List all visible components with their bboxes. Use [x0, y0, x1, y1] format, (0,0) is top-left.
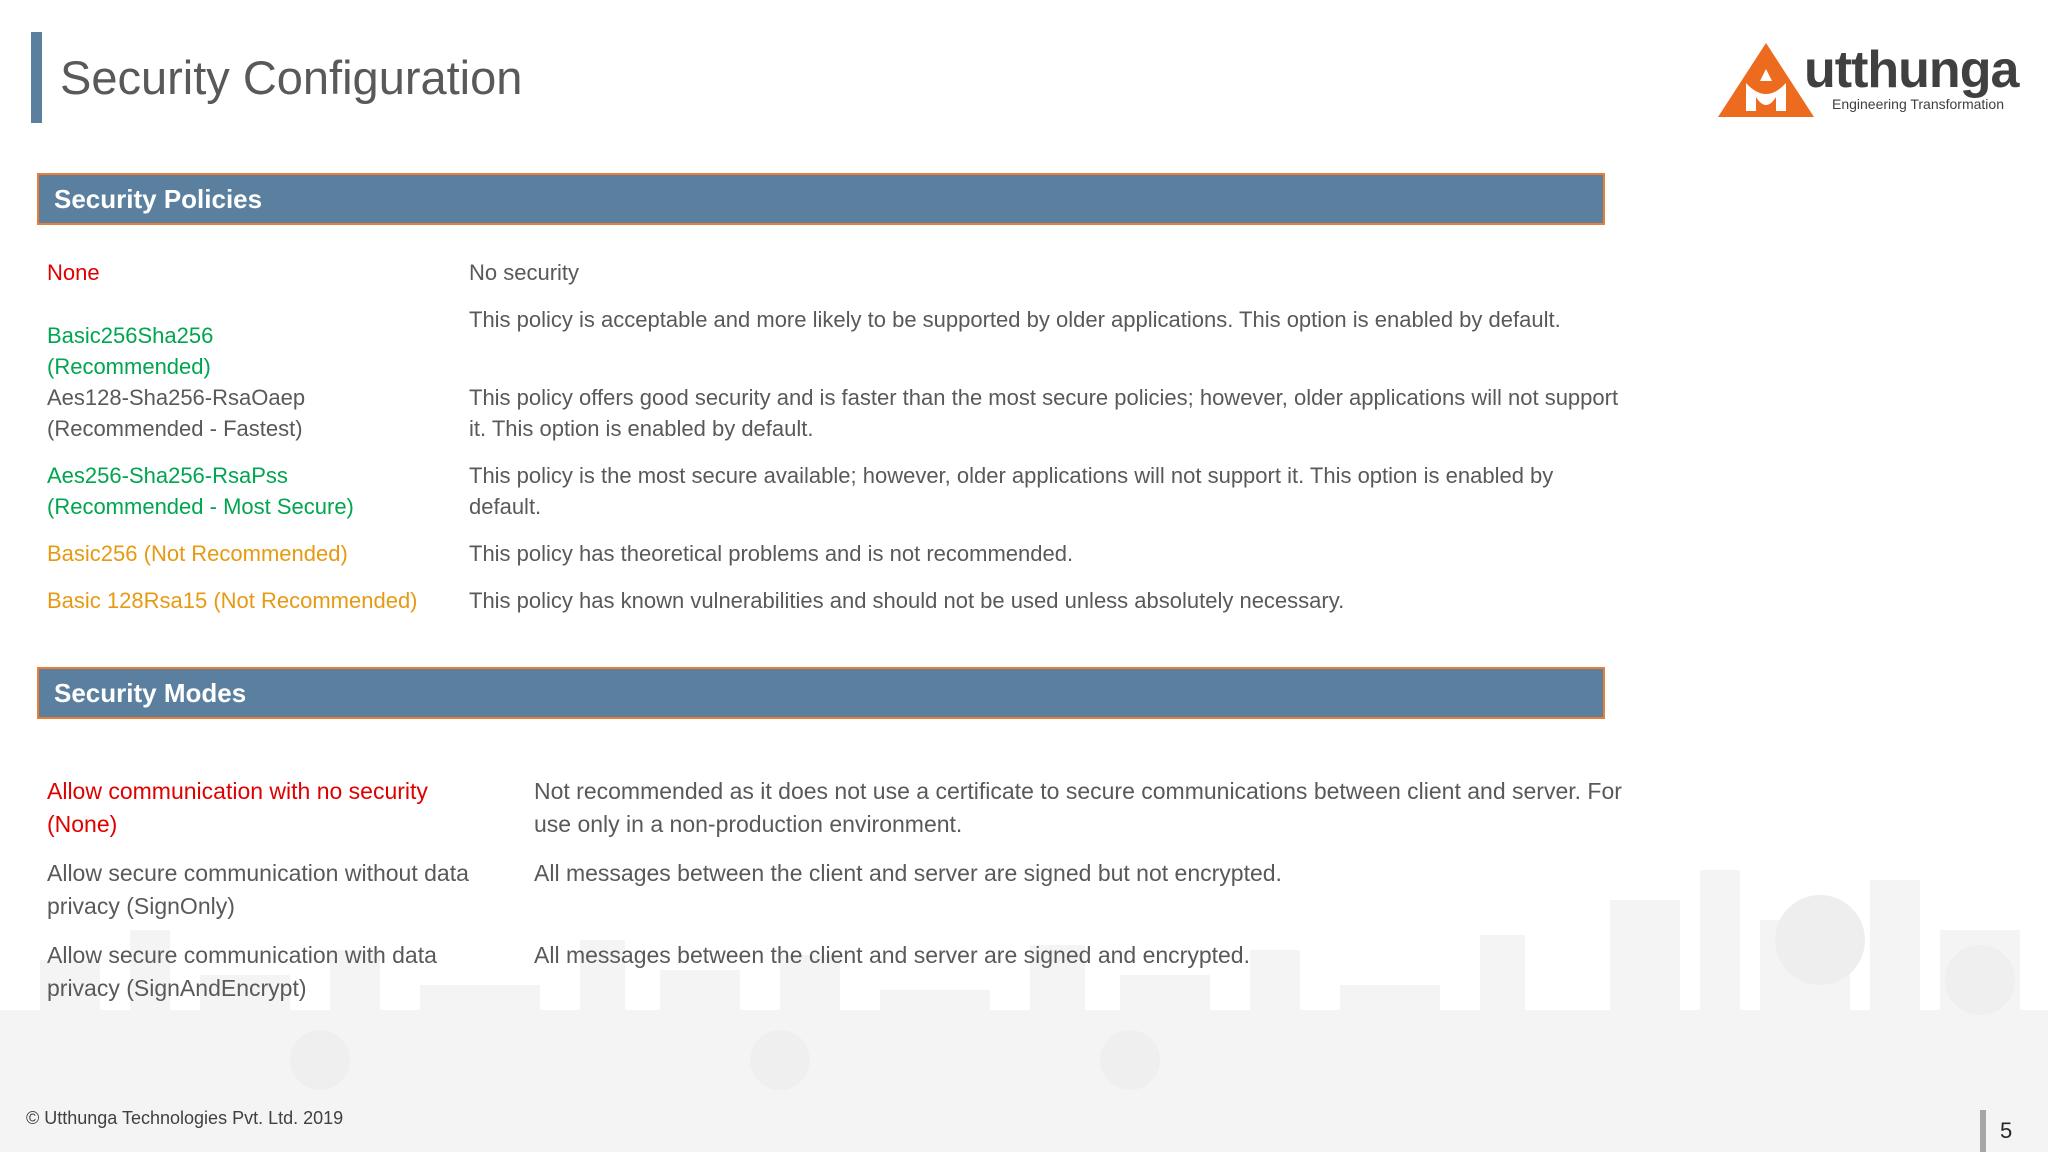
company-logo — [1716, 38, 2019, 128]
utthunga-logo-icon — [1716, 41, 1816, 119]
mode-description: Not recommended as it does not use a certificate to secure communications between client and server. For use only in a non-production environment. — [534, 778, 1622, 837]
mode-name: Allow secure communication with data privacy (SignAndEncrypt) — [47, 942, 437, 1001]
policy-name: Basic 128Rsa15 (Not Recommended) — [47, 588, 418, 613]
security-policies-header: Security Policies — [37, 173, 1605, 225]
policy-description: This policy is acceptable and more likely to be supported by older applications. This option is enabled by default. — [469, 307, 1561, 332]
mode-description: All messages between the client and server are signed and encrypted. — [534, 942, 1250, 968]
mode-name: Allow secure communication without data privacy (SignOnly) — [47, 860, 469, 919]
policy-name: Basic256 (Not Recommended) — [47, 541, 348, 566]
policy-name: Basic256Sha256 (Recommended) — [47, 323, 214, 379]
policy-name: None — [47, 260, 100, 285]
policy-description: No security — [469, 260, 580, 285]
logo-wordmark: utthunga — [1804, 41, 2019, 99]
title-accent-bar — [31, 32, 42, 123]
policy-description: This policy offers good security and is faster than the most secure policies; however, older applications will not support it. This option is enabled by default. — [469, 385, 1619, 441]
page-title: Security Configuration — [60, 51, 523, 104]
mode-description: All messages between the client and server are signed but not encrypted. — [534, 860, 1282, 886]
policy-description: This policy has known vulnerabilities and should not be used unless absolutely necessary. — [469, 588, 1345, 613]
policy-name: Aes256-Sha256-RsaPss (Recommended - Most Secure) — [47, 463, 354, 519]
policy-name: Aes128-Sha256-RsaOaep (Recommended - Fastest) — [47, 385, 306, 441]
policy-description: This policy is the most secure available; however, older applications will not support it. This option is enabled by default. — [469, 463, 1554, 519]
logo-tagline: Engineering Transformation — [1832, 96, 2004, 112]
policy-description: This policy has theoretical problems and is not recommended. — [469, 541, 1074, 566]
page-number: 5 — [2000, 1118, 2013, 1143]
mode-name: Allow communication with no security (None) — [47, 778, 428, 837]
page-number-bar — [1980, 1110, 1986, 1152]
security-modes-header: Security Modes — [37, 667, 1605, 719]
copyright-footer: © Utthunga Technologies Pvt. Ltd. 2019 — [26, 1108, 344, 1128]
